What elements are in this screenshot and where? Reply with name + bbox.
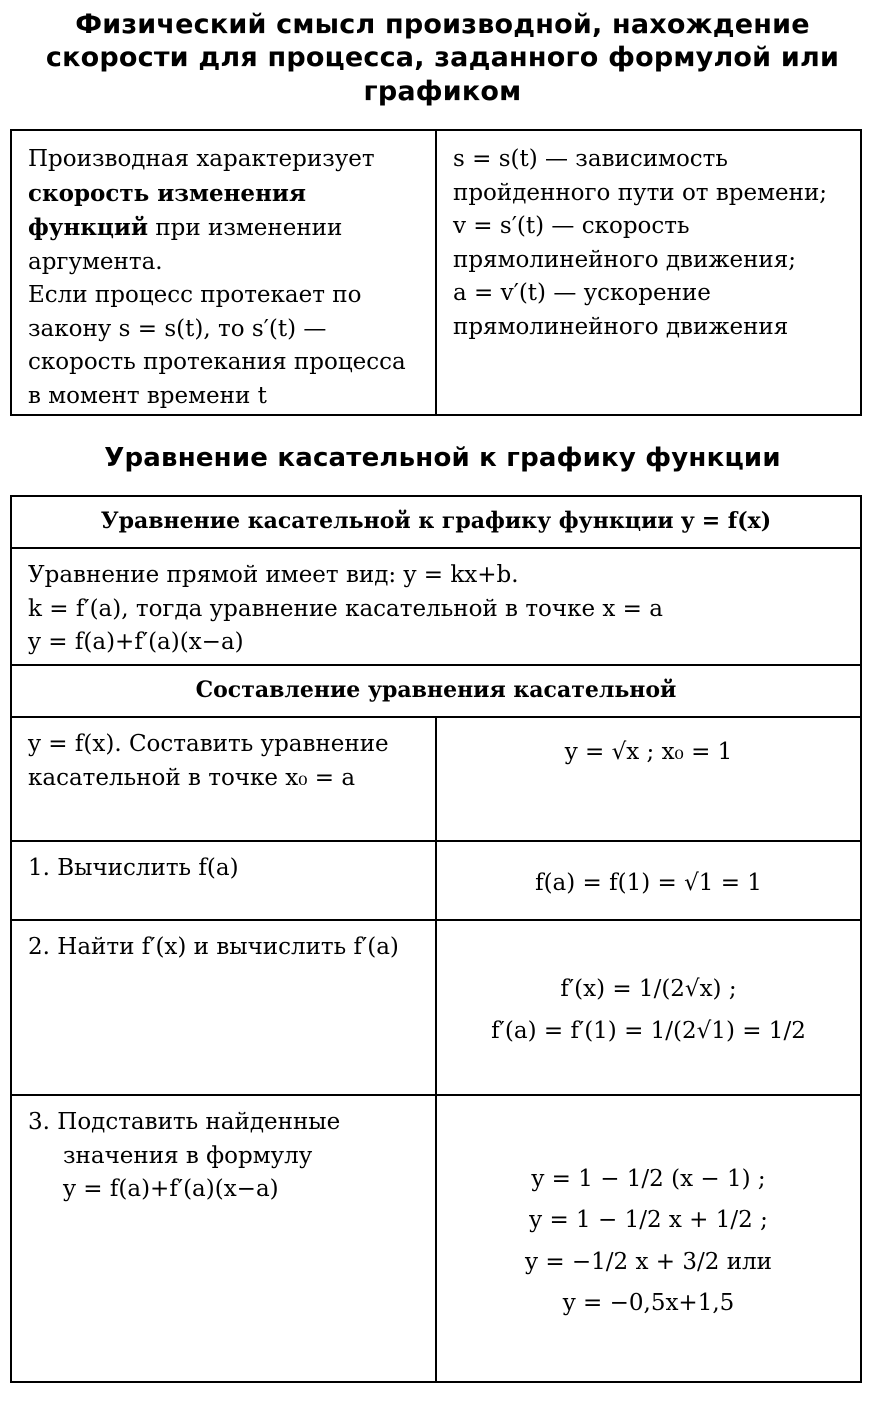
- derivative-text-3: Если процесс протекает по закону s = s(t), то s′(t) — скорость протекания процесса в момент времени t: [28, 282, 406, 409]
- slope-text: k = f′(a), тогда уравнение касательной в точке x = a: [28, 595, 663, 622]
- physical-meaning-table: [10, 129, 862, 416]
- tangent-final: y = −0,5x+1,5: [562, 1290, 735, 1316]
- section-title: Уравнение касательной к графику функции: [104, 443, 781, 473]
- step-1-result: f(a) = f(1) = √1 = 1: [535, 869, 762, 896]
- tangent-equation-table: [10, 495, 862, 1383]
- tangent-step-1: y = 1 − 1/2 (x − 1) ;: [531, 1165, 766, 1192]
- acceleration-formula: a = v′(t) — ускорение прямолинейного движения: [453, 280, 789, 340]
- task-cell: y = f(x). Составить уравнение касательной в точке x₀ = a: [11, 717, 436, 841]
- tangent-step-3: y = −1/2 x + 3/2 или: [525, 1248, 772, 1275]
- velocity-formula: v = s′(t) — скорость прямолинейного движения;: [453, 213, 797, 273]
- step-3-formula: y = f(a)+f′(a)(x−a): [63, 1176, 279, 1202]
- example-function: y = √x ; x₀ = 1: [564, 739, 733, 765]
- step-2-cell: 2. Найти f′(x) и вычислить f′(a): [11, 920, 436, 1095]
- derivative-text-1: Производная характеризует: [28, 146, 375, 172]
- derivative-description-cell: [11, 130, 436, 415]
- tangent-step-2: y = 1 − 1/2 x + 1/2 ;: [529, 1207, 768, 1233]
- step-3-text: 3. Подставить найденные значения в формулу: [28, 1109, 341, 1169]
- procedure-header: Составление уравнения касательной: [11, 665, 861, 717]
- line-equation-cell: [11, 548, 861, 665]
- derivative-value: f′(a) = f′(1) = 1/(2√1) = 1/2: [491, 1017, 806, 1044]
- step-3-cell: [11, 1095, 436, 1382]
- line-form-text: Уравнение прямой имеет вид: y = kx+b.: [28, 562, 519, 588]
- path-formula: s = s(t) — зависимость пройденного пути от времени;: [453, 146, 828, 206]
- derivative-text-bold: скорость изменения функций: [28, 179, 306, 241]
- page-title: Физический смысл производной, нахождение скорости для процесса, заданного формулой или графиком: [45, 9, 840, 107]
- tangent-formula: y = f(a)+f′(a)(x−a): [28, 629, 244, 655]
- step-3-result-cell: [436, 1095, 861, 1382]
- derivative-text-2: при изменении аргумента.: [28, 215, 343, 275]
- step-1-cell: 1. Вычислить f(a): [11, 841, 436, 920]
- example-task-cell: [436, 717, 861, 841]
- motion-formulas-cell: [436, 130, 861, 415]
- tangent-header: Уравнение касательной к графику функции y = f(x): [11, 496, 861, 548]
- step-1-result-cell: [436, 841, 861, 920]
- derivative-result: f′(x) = 1/(2√x) ;: [560, 976, 737, 1002]
- step-2-result-cell: [436, 920, 861, 1095]
